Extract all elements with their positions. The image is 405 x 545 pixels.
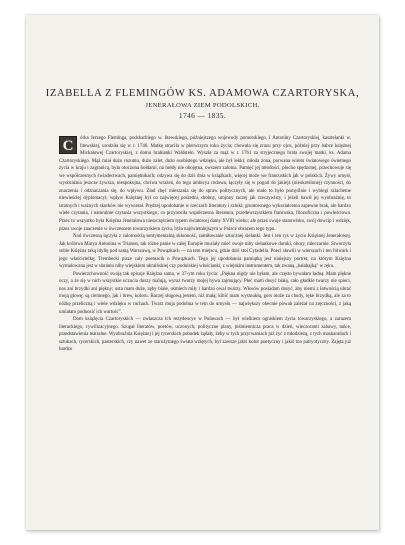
document-subtitle: JENERAŁOWA ZIEM PODOLSKICH.: [145, 102, 260, 109]
document-header: [26, 87, 379, 121]
paragraph-2: Nad ówczesną łączyła z zalotnością sentymentalną skłonność, zamiłowanie sztucznej sielanki. Jest i ten rys w życiu Księżnej Jenerałowej. Jak królowa Marya Antonina w Trianon, tak różne panie w całej Europie musiały mieć swoje niby sielankowe domki, obory, mleczarnie. Stworzyła sobie Księżna taką idyllę pod samą Warszawą, w Powązkach — na tem miejscu, gdzie dziś stoi Cytadella. Poeci sławili w wierszach i ten folwark i jego właścicielkę; Trembecki pisze cały poemacik o Powązkach. Tego jej upodobania pamiątką jest niniejszy portret, na którym Księżna wymalowana jest w ubraniu niby wiejskiem ukraińskiej czy podolskiej włościanki, z wiejskim instrumentem, tak zwaną „bałabajką" w ręku.: [59, 234, 351, 270]
paragraph-text: órka Jerzego Fleminga, podskarbiego w. litewskiego, późniejszego wojewody pomorskiego, i Antoniny Czartoryskiej, kasztelanki w. litewskiej, urodziła się w r. 1746. Matkę straciła w pierwszym roku życia; chowała się zrazu przy ojcu, później przy babce księżnej Michałowej Czartoryskiej, z domu hrabianki Waldstein. Wyszła za mąż w r. 1761 za stryjecznego brata swojej matki, ks. Adama Czartoryskiego. Mąż miał dużo rozumu, dużo zalet, dużo osobistego wdzięku, ale był lekki; młoda żona, porwana wirem światowego świetnego życia w kraju i zagranicą, była otoczona hołdami, na hołdy nie obojętna, owszem zalotna. Pamięć jej młodości, płocho spędzonej, przechowuje się we współczesnych świadectwach, pamiętnikach; odzywa się do dziś dnia w książkach, więcej może we francuskich jak w polskich. Żywy umysł, wyobraźnia jeszcze żywsza, niespokojna, chciwa wrażeń, do tego ambicya rodowa, łączyły się w pogoń do jakiejś (nieokreślonej) czynności, do znaczenia i odznaczania się, do wpływu. Zład chęć mieszania się do spraw politycznych, ale mało to było pomyślnie i wybiegi szlachetne niewieściej dyplomacyi; wpływ Księżnej był co najwięcej pośredni, drobny, urojony raczej jak rzeczywisty, i jeżeli bawił jej wyobraźnię, to istotnych i ważnych skutków nie wywierał. Prędzej upodobanie w rzeczach literatury i sztuki; gruntownego wykształcenia zapewne brak, ale bardzo wiele czytania, i naturalnie czytania wszystkiego; co przynosiła współczesna literatura, przedewszystkiem francuska, filozoficzna i powieściowa. Przez to wszystko była Księżna Jenerałowa nieszczęściem typem światowej damy XVIII wieku; ale przez swoje stanowisko, swój dowcip i wdzięk, przez swoje znaczenie w ówczesnem towarzyskiem życiu, była najświetniejszym w Polsce obrazem tego typu.: [59, 136, 351, 232]
document-page: [26, 15, 379, 530]
document-title: IZABELLA Z FLEMINGÓW KS. ADAMOWA CZARTORYSKA,: [45, 88, 360, 99]
paragraph-4: Dom książęcia Czartoryskich — zwłaszcza ich rezydencye w Puławach — był wielkiem ogniskiem życia towarzyskiego, a zarazem literackiego, cywilizacyjnego. Szugał literatów, poetów, uczonych; polityczne plany, piśmiennicza praca w dzień, wieczorami zabawy, tańce, przedstawienia teatralne. Wyobraźnia Księżnej i jej rycerskich pobudek żądały, żeby w tych przyrwaniach już żyć z młodzieżą, z tych maskaradach i sztukach, rycerskich, pasterskich, czy nawet ze starożytnego świata wziętych, był zawsze jakiś kolor poetyczny i jakiś ton patryotyczny. Zajęta już bardzo: [59, 317, 351, 353]
paragraph-3: Powierzchowność swoją tak opisuje Księżna sama, w 37-ym roku życia: „Piękna nigdy nie byłam, ale często bywałam ładną. Mam piękne oczy, a że się w nich wszystkie uczucia duszy malują, wyraz twarzy mojej bywa zajmujący. Płeć mam dosyć białą, cało gładkie twarzy nie spieci, nos ani brzydki ani piękny; usta mam duże, zęby białe, uśmiech miły i bardzo owal twarzy. Włosów posiadam dosyć, aby niemi z łatwością ubrać moją głowę; są ciemnego, jak i brew, koloru. Raczej sługową jestem, niż małą; kibić mam wysmukłą, gors może za chudy, ręke brzydką, ale za to nóżkę przeliczną i wiele wdzięku w ruchach. Twarz moja podobna w tem do umysłu — największy obecnie powab zależał na zręczności, z jaką umiałam podnosić ich wartość".: [59, 271, 351, 315]
document-body: [59, 135, 351, 545]
drop-cap-initial: C: [59, 136, 77, 154]
document-years: 1746 — 1835.: [178, 111, 227, 120]
paragraph-1: [59, 135, 351, 233]
